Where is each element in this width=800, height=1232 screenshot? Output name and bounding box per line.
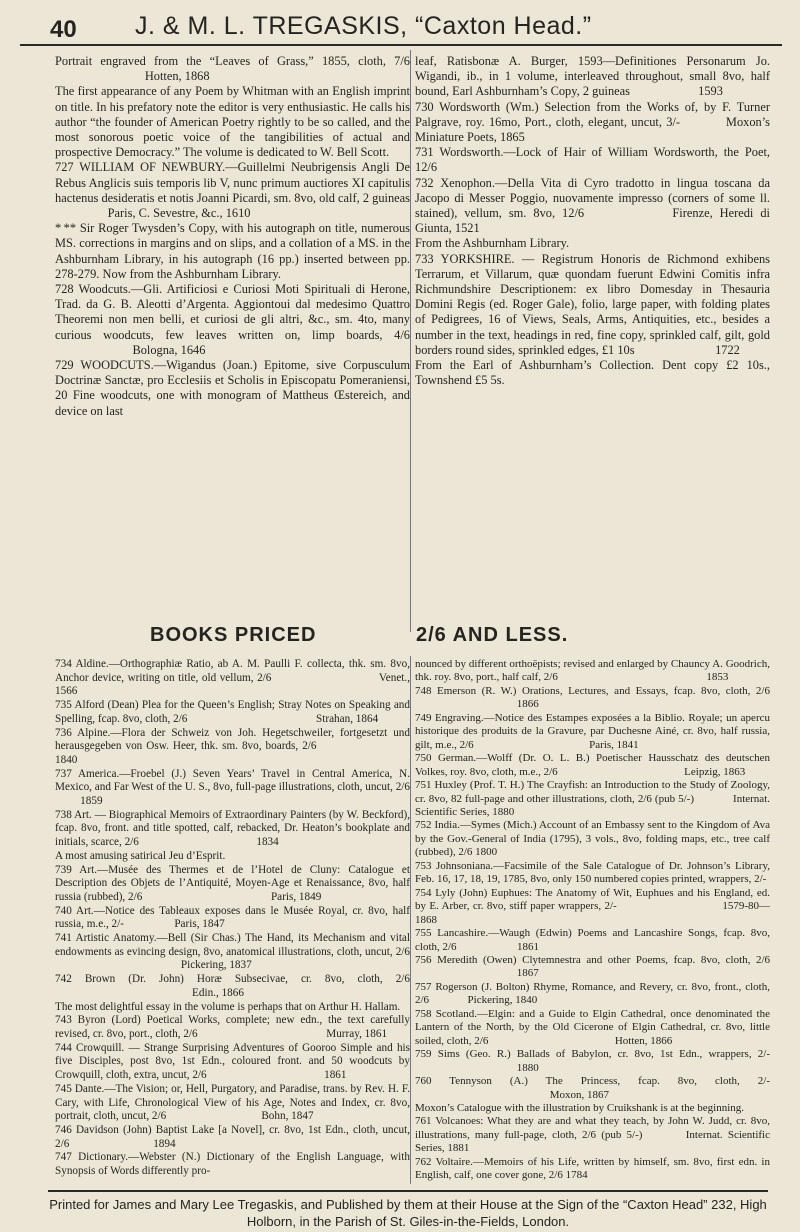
catalogue-entry: 762 Voltaire.—Memoirs of his Life, written by himself, sm. 8vo, first edn. in English, calf, one cover gone, 2/6 1784 <box>415 1155 770 1182</box>
catalogue-entry: 727 WILLIAM OF NEWBURY.—Guillelmi Neubrigensis Angli De Rebus Anglicis suis temporis lib V, nunc primum auctiores XI capitulis hactenus desideratis et notis Joanni Picardi, sm. 8vo, old calf, 2 guineas Paris, C. Sevestre, &c., 1610 <box>55 160 410 221</box>
section-heading-price-band: 2/6 AND LESS. <box>416 624 569 646</box>
catalogue-entry: 751 Huxley (Prof. T. H.) The Crayfish: an Introduction to the Study of Zoology, cr. 8vo, 82 full-page and other illustrations, cloth, 2/6 (pub 5/-) Internat. Scientific Series, 1880 <box>415 779 770 818</box>
catalogue-entry: 737 America.—Froebel (J.) Seven Years’ Travel in Central America, N. Mexico, and Far West of the U. S., 8vo, full-page illustrations, cloth, uncut, 2/6 1859 <box>55 767 410 808</box>
catalogue-entry: 728 Woodcuts.—Gli. Artificiosi e Curiosi Moti Spirituali di Herone, Trad. da G. B. Aleotti d’Argenta. Aggiontoui dal medesimo Quattro Theoremi non men belli, et curiosi de gli altri, &c., sm. 4to, many curious woodcuts, few leaves written on, limp boards, 4/6 Bologna, 1646 <box>55 282 410 357</box>
catalogue-entry: 740 Art.—Notice des Tableaux exposes dans le Musée Royal, cr. 8vo, half russia, m.e., 2/- Paris, 1847 <box>55 904 410 931</box>
catalogue-entry: 730 Wordsworth (Wm.) Selection from the Works of, by F. Turner Palgrave, roy. 16mo, Port., cloth, elegant, uncut, 3/- Moxon’s Miniature Poets, 1865 <box>415 99 770 145</box>
catalogue-entry: 731 Wordsworth.—Lock of Hair of William Wordsworth, the Poet, 12/6 <box>415 145 770 175</box>
catalogue-entry: A most amusing satirical Jeu d’Esprit. <box>55 849 226 862</box>
section-heading-books-priced: BOOKS PRICED <box>150 624 317 646</box>
catalogue-entry: 733 YORKSHIRE. — Registrum Honoris de Richmond exhibens Terrarum, et Villarum, quæ quondam fuerunt Edwini Comitis infra Richmundshire Descriptionem: ex libro Domesday in Thesauria Domini Regis (ed. Roger Gale), folio, large paper, with folding plates of Pedigrees, 16 of Views, Seals, Arms, Antiquities, etc., besides a number in the text, headings in red, fine copy, sprinkled calf, gilt, gold borders round sides, sprinkled edges, £1 10s 1722 <box>415 251 770 357</box>
catalogue-entry: 745 Dante.—The Vision; or, Hell, Purgatory, and Paradise, trans. by Rev. H. F. Cary, with Life, Chronological View of his Age, Notes and Index, cr. 8vo, portrait, cloth, uncut, 2/6 Bohn, 1847 <box>55 1082 410 1123</box>
page-header <box>20 10 782 46</box>
column-divider-top <box>410 50 411 632</box>
catalogue-entry: * ** Sir Roger Twysden’s Copy, with his autograph on title, numerous MS. corrections in margins and on slips, and a collation of a MS. in the Ashburnham Library, in his autograph (16 pp.) inserted between pp. 278-279. Now from the Ashburnham Library. <box>55 221 410 281</box>
catalogue-entry: Moxon’s Catalogue with the illustration by Cruikshank is at the beginning. <box>415 1101 745 1114</box>
imprint-footer: Printed for James and Mary Lee Tregaskis, and Published by them at their House at the Sign of the “Caxton Head” 232, High Holborn, in the Parish of St. Giles-in-the-Fields, London. <box>48 1190 768 1230</box>
catalogue-entry: 739 Art.—Musée des Thermes et de l’Hotel de Cluny: Catalogue et Description des Objets de l’Antiquité, Moyen-Age et Renaissance, 8vo, half russia (rubbed), 2/6 Paris, 1849 <box>55 863 410 903</box>
catalogue-entry: 754 Lyly (John) Euphues: The Anatomy of Wit, Euphues and his England, ed. by E. Arber, cr. 8vo, stiff paper wrappers, 2/- 1579-80—1868 <box>415 886 770 926</box>
catalogue-entry: 738 Art. — Biographical Memoirs of Extraordinary Painters (by W. Beckford), fcap. 8vo, front. and title spotted, calf, rebacked, Dr. Heaton’s bookplate and initials, scarce, 2/6 1834 <box>55 808 410 849</box>
page-number: 40 <box>50 16 77 43</box>
catalogue-entry: 753 Johnsoniana.—Facsimile of the Sale Catalogue of Dr. Johnson’s Library, Feb. 16, 17, 18, 19, 1785, 8vo, only 150 numbered copies printed, wrappers, 2/- <box>415 859 770 886</box>
column-bottom-left <box>55 658 410 1179</box>
catalogue-entry: 744 Crowquill. — Strange Surprising Adventures of Gooroo Simple and his five Disciples, post 8vo, 1st Edn., coloured front. and 50 woodcuts by Crowquill, cloth, extra, uncut, 2/6 1861 <box>55 1041 410 1082</box>
catalogue-entry: 761 Volcanoes: What they are and what they teach, by John W. Judd, cr. 8vo, illustrations, many full-page, cloth, 2/6 (pub 5/-) Internat. Scientific Series, 1881 <box>415 1115 770 1155</box>
catalogue-entry: 742 Brown (Dr. John) Horæ Subsecivae, cr. 8vo, cloth, 2/6 Edin., 1866 <box>55 973 410 999</box>
catalogue-entry: 741 Artistic Anatomy.—Bell (Sir Chas.) The Hand, its Mechanism and vital endowments as evincing design, 8vo, anatomical illustrations, cloth, uncut, 2/6 Pickering, 1837 <box>55 932 410 972</box>
catalogue-entry: 748 Emerson (R. W.) Orations, Lectures, and Essays, fcap. 8vo, cloth, 2/6 1866 <box>415 684 770 711</box>
catalogue-entry: 759 Sims (Geo. R.) Ballads of Babylon, cr. 8vo, 1st Edn., wrappers, 2/- 1880 <box>415 1048 770 1074</box>
catalogue-entry: 732 Xenophon.—Della Vita di Cyro tradotto in lingua toscana da Jacopo di Messer Poggio, nuovamente impresso (corners of some ll. stained), vellum, sm. 8vo, 12/6 Firenze, Heredi di Giunta, 1521 <box>415 175 770 236</box>
column-top-left <box>55 54 410 419</box>
catalogue-entry: nounced by different orthoëpists; revised and enlarged by Chauncy A. Goodrich, thk. roy. 8vo, port., half calf, 2/6 1853 <box>415 658 770 684</box>
catalogue-entry: 756 Meredith (Owen) Clytemnestra and other Poems, fcap. 8vo, cloth, 2/6 1867 <box>415 953 770 980</box>
catalogue-entry: leaf, Ratisbonæ A. Burger, 1593—Definitiones Personarum Jo. Wigandi, ib., in 1 volume, interleaved throughout, small 8vo, half bound, Earl Ashburnham’s Copy, 2 guineas 1593 <box>415 54 770 99</box>
catalogue-entry: 758 Scotland.—Elgin: and a Guide to Elgin Cathedral, once denominated the Lantern of the North, by the Old Cicerone of Elgin Cathedral, cr. 8vo, little soiled, cloth, 2/6 Hotten, 1866 <box>415 1007 770 1047</box>
catalogue-entry: From the Ashburnham Library. <box>415 236 570 251</box>
catalogue-entry: 760 Tennyson (A.) The Princess, fcap. 8vo, cloth, 2/- Moxon, 1867 <box>415 1075 770 1101</box>
catalogue-entry: Portrait engraved from the “Leaves of Grass,” 1855, cloth, 7/6 Hotten, 1868 <box>55 54 410 84</box>
catalogue-entry: 749 Engraving.—Notice des Estampes exposées a la Biblio. Royale; un apercu historique des produits de la Gravure, par Duchesne Ainé, cr. 8vo, half russia, gilt, m.e., 2/6 Paris, 1841 <box>415 711 770 751</box>
catalogue-entry: The most delightful essay in the volume is perhaps that on Arthur H. Hallam. <box>55 1000 401 1013</box>
catalogue-entry: 747 Dictionary.—Webster (N.) Dictionary of the English Language, with Synopsis of Words differently pro- <box>55 1151 410 1178</box>
catalogue-entry: From the Earl of Ashburnham’s Collection. Dent copy £2 10s., Townshend £5 5s. <box>415 358 770 388</box>
column-divider-bottom <box>410 656 411 1184</box>
catalogue-entry: The first appearance of any Poem by Whitman with an English imprint on title. In his prefatory note the editor is very enthusiastic. He calls his author “the founder of American Poetry rightly to be so called, and the most sonorous poetic voice of the tangibilities of actual and prospective Democracy.” The volume is dedicated to W. Bell Scott. <box>55 84 410 160</box>
catalogue-entry: 750 German.—Wolff (Dr. O. L. B.) Poetischer Hausschatz des deutschen Volkes, roy. 8vo, cloth, m.e., 2/6 Leipzig, 1863 <box>415 752 770 778</box>
catalogue-entry: 746 Davidson (John) Baptist Lake [a Novel], cr. 8vo, 1st Edn., cloth, uncut, 2/6 1894 <box>55 1123 410 1150</box>
column-top-right <box>415 54 770 388</box>
running-head: J. & M. L. TREGASKIS, “Caxton Head.” <box>135 12 592 40</box>
catalogue-entry: 734 Aldine.—Orthographiæ Ratio, ab A. M. Paulli F. collecta, thk. sm. 8vo, Anchor device, writing on title, old vellum, 2/6 Venet., 1566 <box>55 658 410 698</box>
catalogue-entry: 743 Byron (Lord) Poetical Works, complete; new edn., the text carefully revised, cr. 8vo, port., cloth, 2/6 Murray, 1861 <box>55 1014 410 1040</box>
catalogue-entry: 729 WOODCUTS.—Wigandus (Joan.) Epitome, sive Corpusculum Doctrinæ Sanctæ, pro Ecclesiis et Scholis in Episcopatu Pomeraniensi, 20 Fine woodcuts, one with monogram of Mattheus Œstereich, and device on last <box>55 358 410 418</box>
column-bottom-right <box>415 658 770 1183</box>
catalogue-entry: 757 Rogerson (J. Bolton) Rhyme, Romance, and Revery, cr. 8vo, front., cloth, 2/6 Pickering, 1840 <box>415 980 770 1007</box>
catalogue-entry: 755 Lancashire.—Waugh (Edwin) Poems and Lancashire Songs, fcap. 8vo, cloth, 2/6 1861 <box>415 927 770 953</box>
catalogue-entry: 736 Alpine.—Flora der Schweiz von Joh. Hegetschweiler, fortgesetzt und herausgegeben von Osw. Heer, thk. sm. 8vo, boards, 2/6 1840 <box>55 726 410 766</box>
catalogue-entry: 735 Alford (Dean) Plea for the Queen’s English; Stray Notes on Speaking and Spelling, fcap. 8vo, cloth, 2/6 Strahan, 1864 <box>55 699 410 725</box>
catalogue-entry: 752 India.—Symes (Mich.) Account of an Embassy sent to the Kingdom of Ava by the Gov.-General of India (1795), 3 vols., 8vo, folding maps, etc., tree calf (rubbed), 2/6 1800 <box>415 819 770 859</box>
